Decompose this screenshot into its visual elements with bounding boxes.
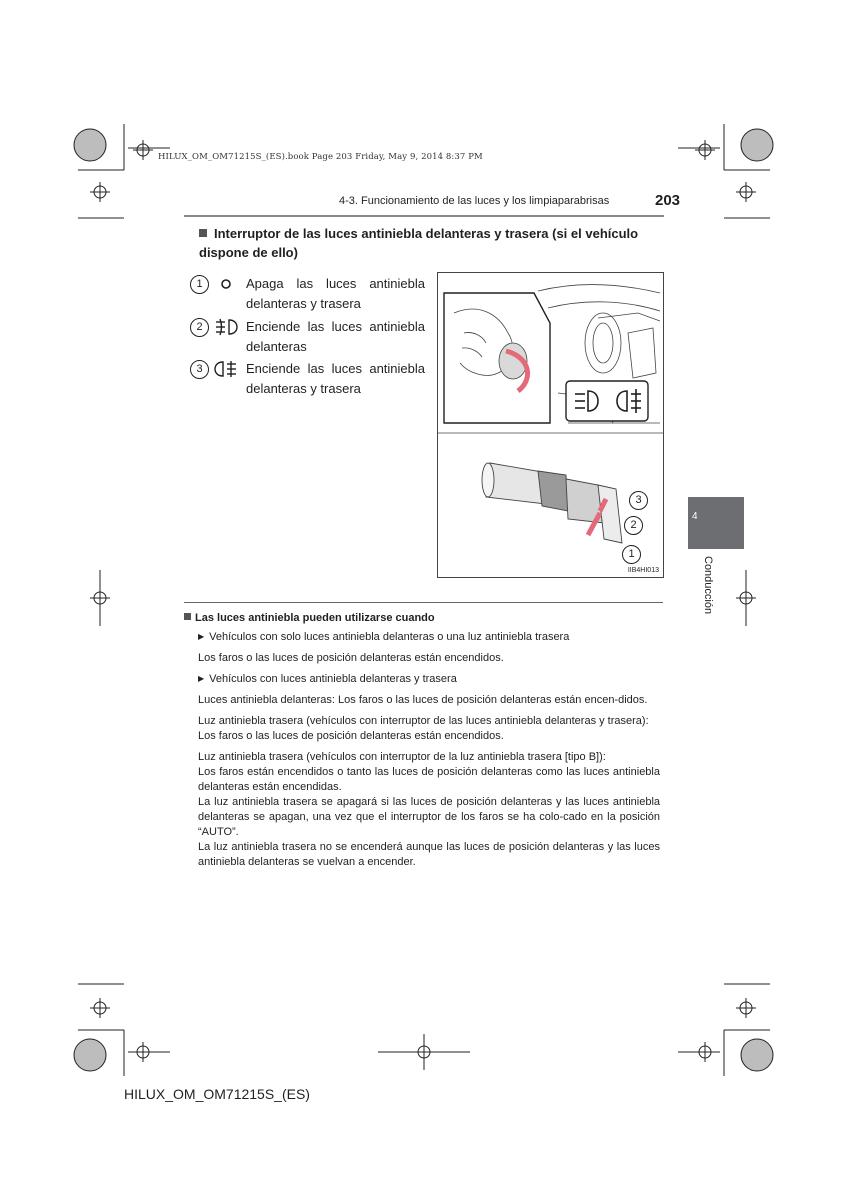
step-text: Apaga las luces antiniebla delanteras y trasera	[246, 276, 425, 311]
note-para: Los faros o las luces de posición delanteras están encendidos.	[198, 730, 504, 742]
step-number: 2	[190, 318, 209, 337]
step-1	[190, 274, 425, 314]
callout-3: 3	[629, 491, 648, 510]
footer-doc-id: HILUX_OM_OM71215S_(ES)	[124, 1086, 310, 1102]
step-number: 1	[190, 275, 209, 294]
chapter-number: 4	[692, 511, 698, 522]
print-slug: HILUX_OM_OM71215S_(ES).book Page 203 Friday, May 9, 2014 8:37 PM	[158, 152, 483, 162]
heading-text: Interruptor de las luces antiniebla delanteras y trasera (si el vehículo dispone de ello)	[199, 226, 639, 260]
header-rule	[184, 215, 664, 217]
step-number: 3	[190, 360, 209, 379]
note-para: Los faros están encendidos o tanto las luces de posición delanteras como las luces antiniebla delanteras están encendidas.	[198, 766, 660, 793]
chapter-label-text: Conducción	[702, 556, 714, 615]
step-text: Enciende las luces antiniebla delanteras y trasera	[246, 361, 425, 396]
note-para: La luz antiniebla trasera se apagará si las luces de posición delanteras y las luces antiniebla delanteras se apagan, una vez que el interruptor de los faros se ha colo-cado en la posición “AUTO”.	[198, 796, 660, 838]
note-square-icon	[184, 613, 191, 620]
off-circle-icon	[213, 274, 239, 294]
note-title-row	[184, 611, 660, 626]
chapter-tab	[688, 497, 744, 549]
figure-code: IIB4HI013	[627, 567, 659, 574]
rear-fog-light-icon	[213, 359, 239, 379]
note-rule	[184, 602, 663, 603]
bullet-2-text: Vehículos con luces antiniebla delanteras y trasera	[209, 673, 457, 685]
note-block	[184, 611, 660, 870]
step-text: Enciende las luces antiniebla delanteras	[246, 319, 425, 354]
triangle-bullet-icon: ▶	[198, 674, 205, 683]
callout-1: 1	[622, 545, 641, 564]
running-head: 4-3. Funcionamiento de las luces y los limpiaparabrisas	[339, 195, 610, 207]
step-2	[190, 317, 425, 357]
note-para: Luz antiniebla trasera (vehículos con interruptor de las luces antiniebla delanteras y trasera):	[198, 715, 649, 727]
bullet-1-text: Vehículos con solo luces antiniebla delanteras o una luz antiniebla trasera	[209, 631, 570, 643]
note-title: Las luces antiniebla pueden utilizarse cuando	[195, 612, 435, 624]
step-3	[190, 359, 425, 399]
bullet-1	[198, 629, 660, 645]
page-number: 203	[655, 192, 681, 209]
front-fog-light-icon	[213, 317, 239, 337]
fog-switch-illustration	[437, 272, 664, 578]
note-para: Los faros o las luces de posición delanteras están encendidos.	[198, 652, 504, 664]
heading-square-icon	[199, 229, 207, 237]
chapter-label	[700, 556, 714, 626]
note-para: La luz antiniebla trasera no se encenderá aunque las luces de posición delanteras y las luces antiniebla delanteras se vuelvan a encender.	[198, 841, 660, 868]
note-para: Luces antiniebla delanteras: Los faros o las luces de posición delanteras están encen-didos.	[198, 694, 648, 706]
note-para: Luz antiniebla trasera (vehículos con interruptor de la luz antiniebla trasera [tipo B]):	[198, 751, 606, 763]
section-heading	[199, 224, 669, 262]
callout-2: 2	[624, 516, 643, 535]
triangle-bullet-icon: ▶	[198, 632, 205, 641]
bullet-2	[198, 671, 660, 687]
